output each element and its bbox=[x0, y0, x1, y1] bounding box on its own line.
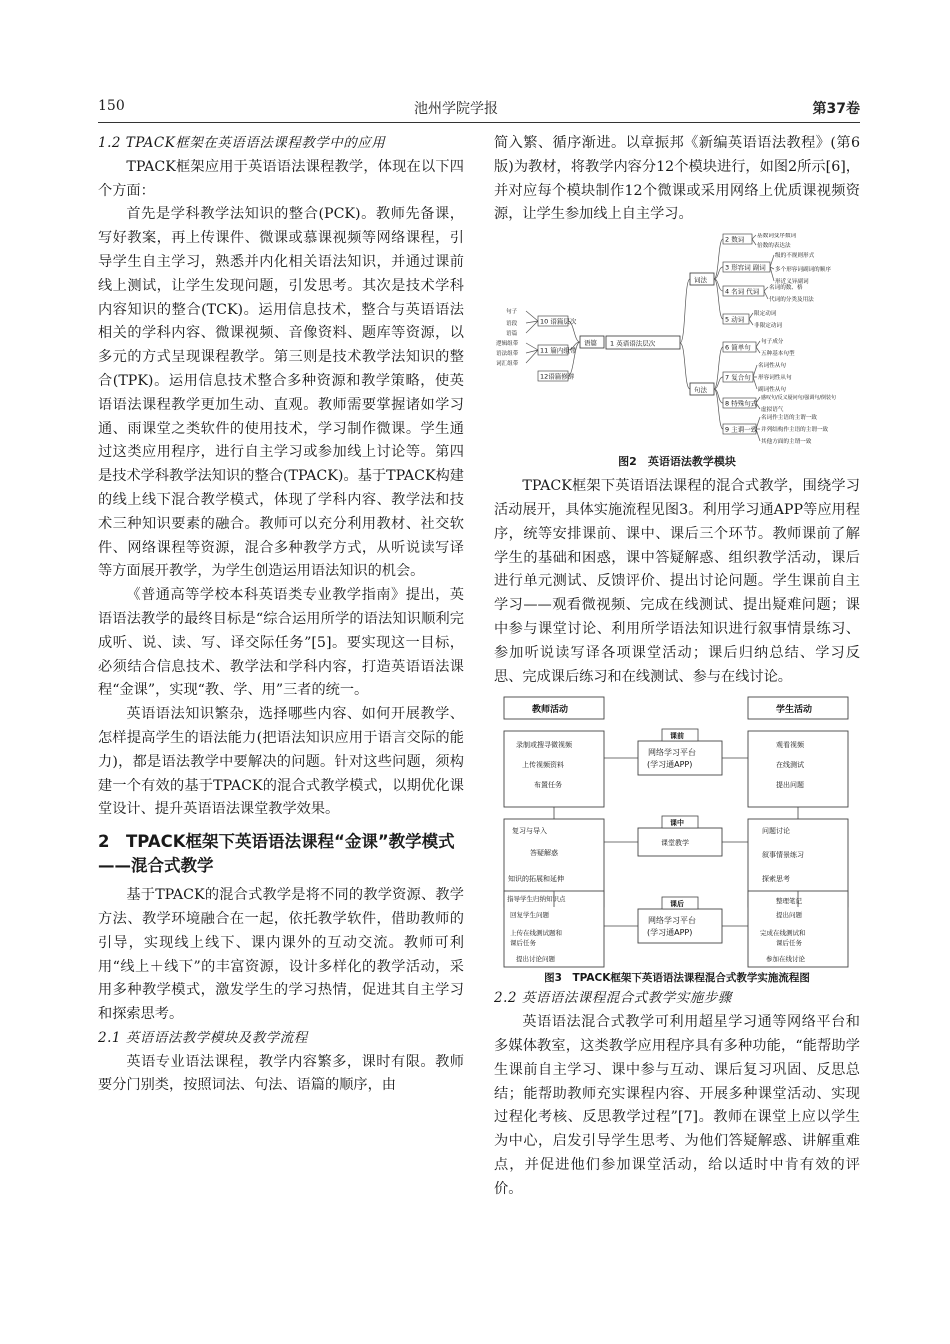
page-header bbox=[98, 96, 860, 120]
leaf: 倍数的表达法 bbox=[757, 243, 791, 250]
student-mid-2: 叙事情景练习 bbox=[762, 851, 804, 860]
module-5: 5 动词 bbox=[725, 315, 745, 324]
paragraph: 简入繁、循序渐进。以章振邦《新编英语语法教程》(第6版)为教材，将教学内容分12个模块进行，如图2所示[6]，并对应每个模块制作12个微课或采用网络上优质课视频资源，让学生参加线上自主学习。 bbox=[494, 135, 860, 223]
leaf: 代词的分类及用法 bbox=[769, 297, 814, 304]
student-mid-3: 探索思考 bbox=[762, 875, 790, 884]
node-jufa: 句法 bbox=[694, 386, 707, 395]
leaf: 名词作主语的主谓一致 bbox=[761, 415, 817, 422]
right-column bbox=[494, 132, 860, 1202]
leaf: 形近义异副词 bbox=[775, 279, 809, 286]
section-1-2-heading: 1.2 TPACK框架在英语语法课程教学中的应用 bbox=[98, 135, 386, 151]
student-pre-1: 观看视频 bbox=[776, 741, 804, 750]
paragraph: 首先是学科教学法知识的整合(PCK)。教师先备课，写好教案，再上传课件、微课或慕课视频等网络课程，引导学生自主学习，熟悉并内化相关语法知识，并通过课前线上测试，让学生发现问题，引发思考。其次是技术学科内容知识的整合(TCK)。运用信息技术，整合与英语语法相关的学科内容、微课视频、音像资料、题库等资源，以多元的方式呈现课程教学。第三则是技术教学法知识的整合(TPK)。运用信息技术整合多种资源和教学策略，使英语语法课程教学更加生动、直观。教师需要掌握诸如学习通、雨课堂之类软件的使用技术，学习制作微课。学生通过这类应用程序，进行自主学习或参加线上讨论等。第四是技术学科教学法知识的整合(TPACK)。基于TPACK构建的线上线下混合教学模式，体现了学科内容、教学法和技术三种知识要素的融合。教师可以充分利用教材、社交软件、网络课程等资源，混合多种教学方式，从听说读写译等方面展开教学，为学生创造运用语法知识的机会。 bbox=[98, 206, 464, 580]
leaf: 句子 bbox=[506, 309, 518, 316]
platform-label: 网络学习平台 bbox=[648, 748, 696, 758]
teacher-post-5: 提出讨论问题 bbox=[516, 955, 555, 964]
module-11: 11 篇内组带 bbox=[540, 346, 577, 355]
section-2-2-heading: 2.2 英语语法课程混合式教学实施步骤 bbox=[494, 990, 732, 1007]
module-7: 7 复合句 bbox=[725, 373, 751, 382]
module-9: 9 主谓一致 bbox=[725, 425, 758, 434]
teacher-mid-2: 答疑解惑 bbox=[530, 849, 558, 858]
section-2-1-heading: 2.1 英语语法教学模块及教学流程 bbox=[98, 1029, 308, 1046]
leaf: 并列结构作主语的主谓一致 bbox=[761, 427, 829, 434]
module-4: 4 名词 代词 bbox=[725, 287, 760, 296]
student-mid-1: 问题讨论 bbox=[762, 827, 790, 836]
leaf: 基数词变序数词 bbox=[757, 233, 797, 240]
leaf: 逻辑组带 bbox=[496, 341, 519, 348]
module-2: 2 数词 bbox=[725, 235, 745, 244]
leaf: 其他方面的主谓一致 bbox=[761, 439, 812, 446]
paragraph: TPACK框架应用于英语语法课程教学，体现在以下四个方面： bbox=[98, 158, 464, 199]
figure-2-mindmap bbox=[494, 233, 860, 453]
platform2-box bbox=[638, 909, 722, 943]
stage-pre: 课前 bbox=[670, 732, 684, 741]
module-3: 3 形容词 副词 bbox=[725, 263, 766, 272]
section-2-heading: 2 TPACK框架下英语语法课程“金课”教学模式——混合式教学 bbox=[98, 832, 455, 876]
leaf: 非限定动词 bbox=[754, 323, 782, 330]
module-6: 6 简单句 bbox=[725, 343, 751, 352]
paragraph: TPACK框架下英语语法课程的混合式教学，围绕学习活动展开，具体实施流程见图3。利用学习通APP等应用程序，统等安排课前、课中、课后三个环节。教师课前了解学生的基础和困惑，课中答疑解惑、组织教学活动，课后进行单元测试、反馈评价、提出讨论问题。学生课前自主学习——观看微视频、完成在线测试、提出疑难问题；课中参与课堂讨论、利用所学语法知识进行叙事情景练习、参加听说读写译各项课堂活动；课后归纳总结、学习反思、完成课后练习和在线测试、参与在线讨论。 bbox=[494, 478, 860, 685]
mind-root: 1 英语语法层次 bbox=[610, 339, 656, 348]
platform-sub-2: (学习通APP) bbox=[647, 928, 693, 938]
student-post-3: 完成在线测试和 bbox=[760, 929, 806, 938]
student-pre-2: 在线测试 bbox=[776, 761, 804, 770]
teacher-post-1: 指导学生归纳知识点 bbox=[507, 895, 566, 904]
paragraph: 基于TPACK的混合式教学是将不同的教学资源、教学方法、教学环境融合在一起，依托教学软件，借助教师的引导，实现线上线下、课内课外的互动交流。教师可利用“线上＋线下”的丰富资源，设计多样化的教学活动，采用多种教学模式，激发学生的学习热情，促进其自主学习和探索思考。 bbox=[98, 887, 464, 1023]
node-cifa: 词法 bbox=[694, 276, 707, 285]
volume-number: 第37卷 bbox=[812, 101, 860, 117]
stage-mid: 课中 bbox=[670, 819, 684, 828]
leaf: 多个形容词副词的顺序 bbox=[775, 267, 831, 274]
leaf: 感叹句/反义疑问句/强调句/倒装句 bbox=[761, 395, 837, 402]
header-rule bbox=[98, 122, 860, 123]
figure-2-caption: 图2 英语语法教学模块 bbox=[618, 455, 736, 469]
journal-name: 池州学院学报 bbox=[414, 101, 498, 117]
teacher-post-4: 课后任务 bbox=[510, 939, 536, 948]
left-column bbox=[98, 132, 464, 1098]
paragraph: 英语语法知识繁杂，选择哪些内容、如何开展教学、怎样提高学生的语法能力(把语法知识应用于语言交际的能力)，都是语法教学中要解决的问题。针对这些问题，须构建一个有效的基于TPACK的混合式教学模式，以期优化课堂设计、提升英语语法课堂教学效果。 bbox=[98, 706, 464, 818]
teacher-pre-2: 上传视频资料 bbox=[522, 761, 564, 770]
node-yupian: 语篇 bbox=[584, 339, 597, 348]
leaf: 名词的数、格 bbox=[769, 285, 803, 292]
platform-label-2: 网络学习平台 bbox=[648, 916, 696, 926]
student-post-2: 提出问题 bbox=[776, 911, 802, 920]
teacher-pre-3: 布置任务 bbox=[534, 781, 562, 790]
figure-3-caption: 图3 TPACK框架下英语语法课程混合式教学实施流程图 bbox=[544, 972, 810, 985]
module-10: 10 语篇层次 bbox=[540, 317, 577, 326]
module-8: 8 特殊句式 bbox=[725, 399, 758, 408]
student-heading: 学生活动 bbox=[776, 705, 813, 716]
leaf: 语篇 bbox=[506, 331, 518, 338]
leaf: 级的不规则形式 bbox=[775, 253, 815, 260]
figure-3-flowchart bbox=[494, 695, 860, 969]
stage-post: 课后 bbox=[670, 900, 684, 909]
leaf: 形容词性从句 bbox=[758, 375, 792, 382]
paragraph: 《普通高等学校本科英语类专业教学指南》提出，英语语法教学的最终目标是“综合运用所学的语法知识顺利完成听、说、读、写、译交际任务”[5]。要实现这一目标，必须结合信息技术、教学法和学科内容，打造英语语法课程“金课”，实现“教、学、用”三者的统一。 bbox=[98, 587, 464, 699]
student-post-4: 课后任务 bbox=[776, 939, 802, 948]
teacher-pre-1: 录制或搜寻微视频 bbox=[516, 741, 572, 750]
leaf: 副词性从句 bbox=[758, 387, 786, 394]
teacher-mid-3: 知识的拓展和延伸 bbox=[508, 875, 564, 884]
classroom-label: 课堂教学 bbox=[661, 839, 689, 848]
leaf: 语法组带 bbox=[496, 351, 519, 358]
teacher-heading: 教师活动 bbox=[532, 705, 569, 716]
student-post-5: 参加在线讨论 bbox=[766, 955, 805, 964]
module-12: 12语篇修辞 bbox=[540, 372, 575, 381]
paragraph: 英语专业语法课程，教学内容繁多，课时有限。教师要分门别类，按照词法、句法、语篇的顺序，由 bbox=[98, 1053, 464, 1094]
teacher-mid-1: 复习与导入 bbox=[512, 827, 547, 836]
teacher-post-3: 上传在线测试题和 bbox=[510, 929, 562, 938]
leaf: 语段 bbox=[506, 321, 518, 328]
leaf: 五种基本句型 bbox=[761, 351, 795, 358]
leaf: 词汇组带 bbox=[496, 361, 519, 368]
student-pre-3: 提出问题 bbox=[776, 781, 804, 790]
leaf: 句子成分 bbox=[761, 339, 784, 346]
student-post-1: 整理笔记 bbox=[776, 897, 802, 906]
paragraph: 英语语法混合式教学可利用超星学习通等网络平台和多媒体教室，这类教学应用程序具有多种功能，“能帮助学生课前自主学习、课中参与互动、课后复习巩固、反思总结；能帮助教师充实课程内容、开展多种课堂活动、实现过程化考核、反思教学过程”[7]。教师在课堂上应以学生为中心，启发引导学生思考、为他们答疑解惑、讲解重难点，并促进他们参加课堂活动，给以适时中肯有效的评价。 bbox=[494, 1014, 860, 1197]
platform-sub: (学习通APP) bbox=[647, 760, 693, 770]
leaf: 虚拟语气 bbox=[761, 407, 784, 414]
leaf: 名词性从句 bbox=[758, 363, 786, 370]
page-number: 150 bbox=[98, 98, 125, 114]
teacher-post-2: 回复学生问题 bbox=[510, 911, 549, 920]
leaf: 限定动词 bbox=[754, 311, 777, 318]
